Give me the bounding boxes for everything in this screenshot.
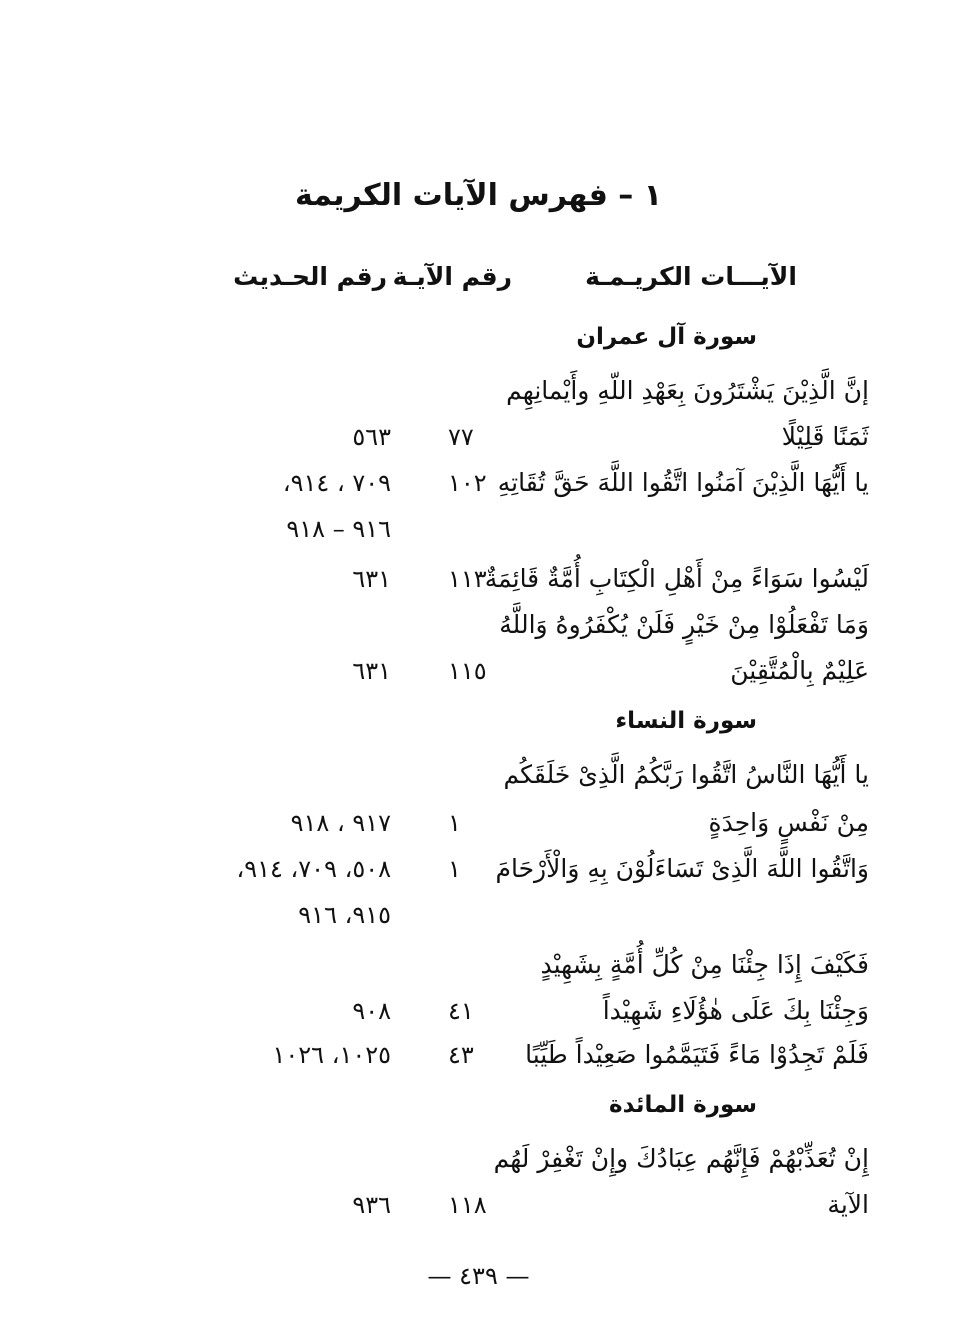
ayah-number: ١ [448, 855, 461, 883]
ayah-number: ٧٧ [448, 423, 474, 451]
header-verses: الآيـــات الكريـمـة [585, 262, 797, 291]
hadith-numbers: ٩١٥، ٩١٦ [298, 901, 391, 929]
verse-text: فَلَمْ تَجِدُوْا مَاءً فَتَيَمَّمُوا صَعِيْداً طَيِّبًا [525, 1040, 869, 1069]
ayah-number: ١١٨ [448, 1191, 487, 1219]
verse-text: إِنْ تُعَذِّبْهُمْ فَإِنَّهُم عِبَادُكَ وإِنْ تَغْفِرْ لَهُم [493, 1144, 869, 1173]
hadith-numbers: ١٠٢٥، ١٠٢٦ [272, 1041, 391, 1069]
index-row [0, 942, 957, 988]
index-row [0, 556, 957, 602]
hadith-numbers: ٦٣١ [352, 565, 391, 593]
verse-text: عَلِيْمٌ بِالْمُتَّقِيْنَ [730, 656, 869, 685]
index-row [0, 602, 957, 648]
verse-text: يا أَيُّهَا الَّذِيْنَ آمَنُوا اتَّقُوا اللَّهَ حَقَّ تُقَاتِهِ [497, 468, 869, 497]
index-row [0, 1136, 957, 1182]
ayah-number: ١١٥ [448, 657, 487, 685]
index-row [0, 988, 957, 1034]
index-row [0, 752, 957, 798]
verse-text: وَجِئْنَا بِكَ عَلَى هٰؤُلَاءِ شَهِيْداً [602, 996, 869, 1025]
verse-text: الآية [827, 1190, 869, 1219]
verse-text: إنَّ الَّذِيْنَ يَشْتَرُونَ بِعَهْدِ اللّهِ وأَيْمانِهِم [506, 376, 869, 405]
hadith-numbers: ٧٠٩ ، ٩١٤، [282, 469, 391, 497]
hadith-numbers: ٥٦٣ [352, 423, 391, 451]
surah-heading-al-maida: سورة المائدة [609, 1092, 757, 1118]
verse-text: يا أَيُّهَا النَّاسُ اتَّقُوا رَبَّكُمُ الَّذِىْ خَلَقَكُم [503, 760, 869, 789]
hadith-numbers: ٩١٦ – ٩١٨ [286, 515, 391, 543]
verse-text: لَيْسُوا سَوَاءً مِنْ أَهْلِ الْكِتَابِ أُمَّةٌ قَائِمَةٌ [484, 564, 869, 593]
index-row [0, 892, 957, 938]
index-row [0, 648, 957, 694]
index-row [0, 506, 957, 552]
hadith-numbers: ٩٣٦ [352, 1191, 391, 1219]
hadith-numbers: ٦٣١ [352, 657, 391, 685]
index-row [0, 460, 957, 506]
hadith-numbers: ٩١٧ ، ٩١٨ [290, 809, 391, 837]
page-title: ١ – فهرس الآيات الكريمة [294, 178, 663, 213]
page-number: — ٤٣٩ — [427, 1262, 530, 1290]
verse-text: ثَمَنًا قَلِيْلًا [781, 422, 869, 451]
index-row [0, 368, 957, 414]
header-ayah-number: رقم الآيـة [392, 262, 512, 291]
index-row [0, 1032, 957, 1078]
index-row [0, 1182, 957, 1228]
ayah-number: ١ [448, 809, 461, 837]
ayah-number: ٤٣ [448, 1041, 474, 1069]
surah-heading-an-nisa: سورة النساء [615, 708, 757, 734]
verse-text: فَكَيْفَ إِذَا جِئْنَا مِنْ كُلِّ أُمَّةٍ بِشَهِيْدٍ [540, 950, 869, 979]
index-row [0, 846, 957, 892]
index-row [0, 414, 957, 460]
ayah-number: ١١٣ [448, 565, 487, 593]
verse-text: وَاتَّقُوا اللَّهَ الَّذِىْ تَسَاءَلُوْنَ بِهِ وَالْأَرْحَامَ [495, 854, 869, 883]
index-row [0, 800, 957, 846]
verse-text: مِنْ نَفْسٍ وَاحِدَةٍ [708, 808, 869, 837]
ayah-number: ١٠٢ [448, 469, 487, 497]
hadith-numbers: ٩٠٨ [352, 997, 391, 1025]
surah-heading-al-imran: سورة آل عمران [576, 324, 757, 350]
ayah-number: ٤١ [448, 997, 474, 1025]
header-hadith-number: رقم الحـديث [233, 262, 387, 291]
hadith-numbers: ٥٠٨، ٧٠٩، ٩١٤، [236, 855, 391, 883]
verse-text: وَمَا تَفْعَلُوْا مِنْ خَيْرٍ فَلَنْ يُكْفَرُوهُ وَاللَّهُ [499, 610, 869, 639]
